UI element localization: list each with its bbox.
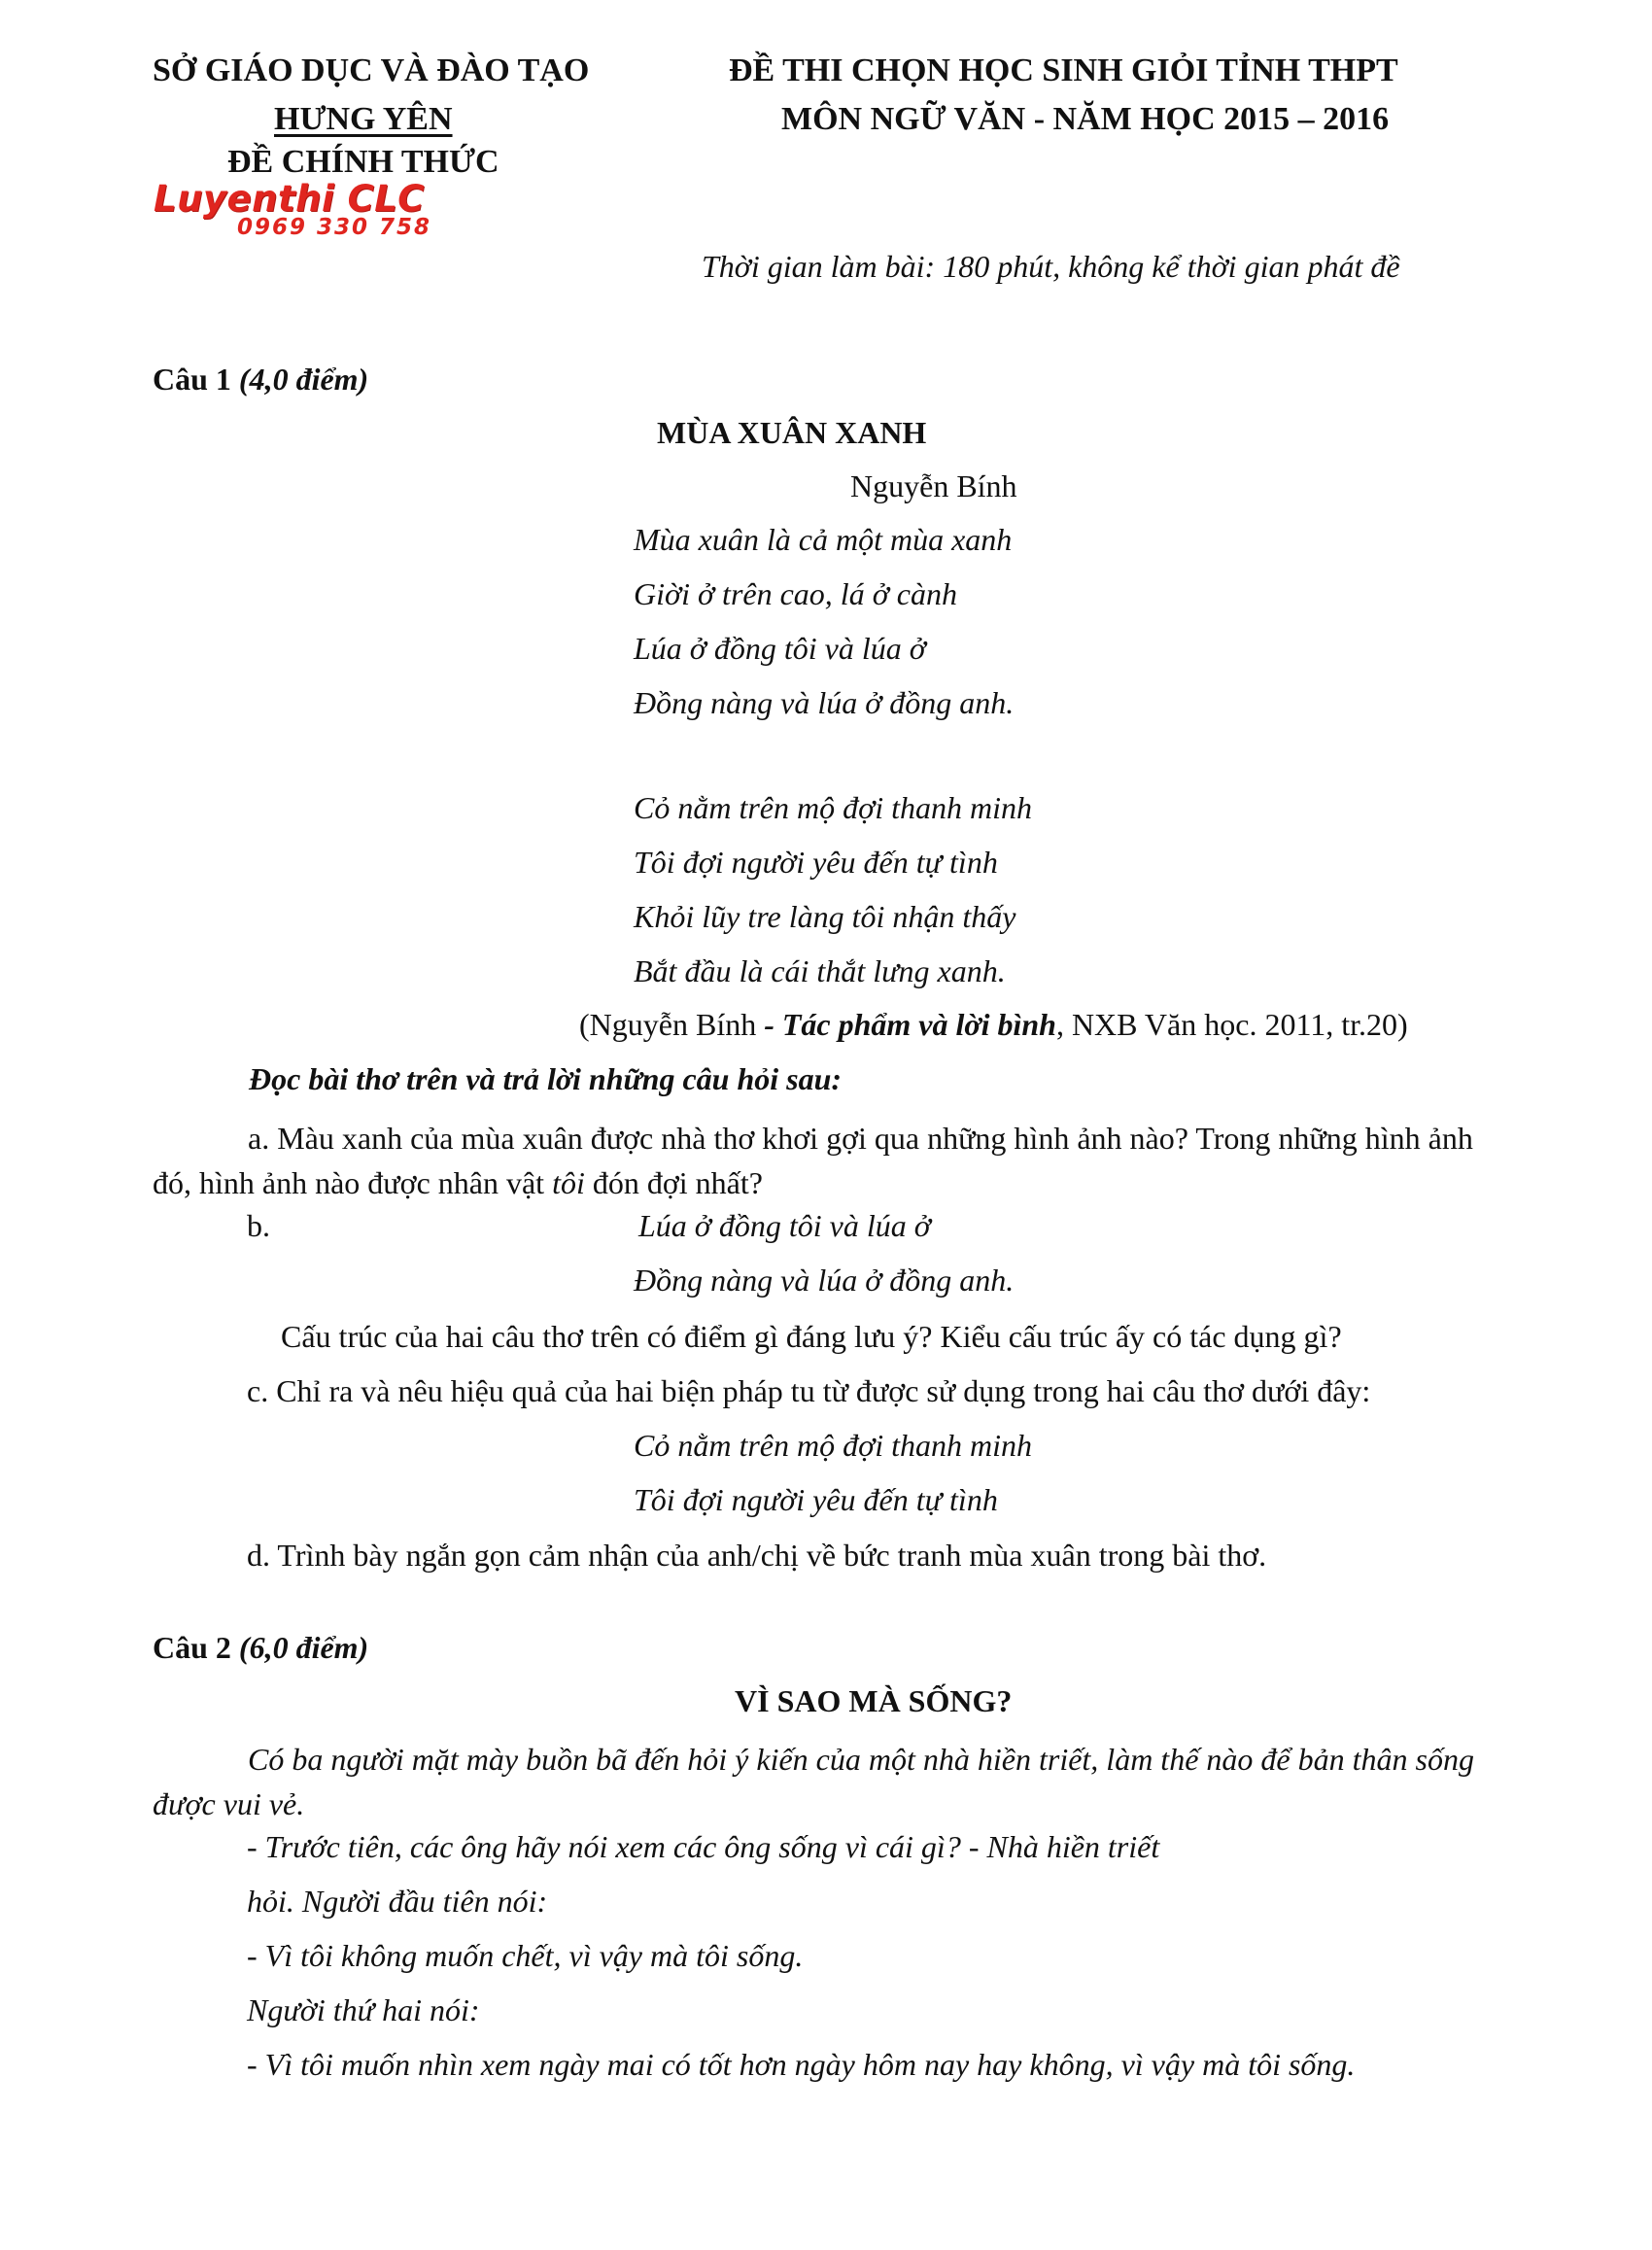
story-title: VÌ SAO MÀ SỐNG?: [735, 1683, 1013, 1718]
poem-line: Mùa xuân là cả một mùa xanh: [634, 522, 1013, 557]
exam-subject: MÔN NGỮ VĂN - NĂM HỌC 2015 – 2016: [781, 101, 1390, 137]
story-line: - Trước tiên, các ông hãy nói xem các ông sống vì cái gì? - Nhà hiền triết: [247, 1829, 1160, 1864]
poem-title: MÙA XUÂN XANH: [657, 415, 927, 450]
story-line: Người thứ hai nói:: [247, 1992, 480, 2027]
quote-line: Lúa ở đồng tôi và lúa ở: [638, 1208, 931, 1243]
source-author: (Nguyễn Bính: [579, 1007, 765, 1042]
story-line: - Vì tôi muốn nhìn xem ngày mai có tốt hơn ngày hôm nay hay không, vì vậy mà tôi sống.: [247, 2047, 1356, 2082]
q2-heading: [153, 1630, 368, 1666]
poem-line: Tôi đợi người yêu đến tự tình: [634, 845, 998, 880]
q1-part-b-question: Cấu trúc của hai câu thơ trên có điểm gì đáng lưu ý? Kiểu cấu trúc ấy có tác dụng gì?: [281, 1319, 1342, 1354]
q2-points: (6,0 điểm): [238, 1630, 369, 1665]
source-book: - Tác phẩm và lời bình: [764, 1007, 1056, 1042]
q1-label: Câu 1: [153, 362, 231, 397]
time-note: Thời gian làm bài: 180 phút, không kể thời gian phát đề: [702, 249, 1400, 284]
q1-part-b-label: b.: [247, 1208, 270, 1243]
quote-line: Đồng nàng và lúa ở đồng anh.: [634, 1263, 1015, 1298]
source-publisher: , NXB Văn học. 2011, tr.20): [1055, 1007, 1408, 1042]
province-name: HƯNG YÊN: [274, 101, 453, 137]
quote-line: Cỏ nằm trên mộ đợi thanh minh: [634, 1428, 1032, 1463]
poem-line: Khỏi lũy tre làng tôi nhận thấy: [634, 899, 1016, 934]
exam-title: ĐỀ THI CHỌN HỌC SINH GIỎI TỈNH THPT: [729, 52, 1398, 88]
q1-part-c-question: c. Chỉ ra và nêu hiệu quả của hai biện pháp tu từ được sử dụng trong hai câu thơ dưới đây:: [247, 1373, 1371, 1408]
q1-part-a-end: đón đợi nhất?: [584, 1165, 763, 1200]
poem-line: Giời ở trên cao, lá ở cành: [634, 576, 957, 611]
poem-line: Lúa ở đồng tôi và lúa ở: [634, 631, 926, 666]
poem-source: [579, 1007, 1408, 1043]
poem-line: Cỏ nằm trên mộ đợi thanh minh: [634, 790, 1032, 825]
q1-part-a-italic: tôi: [552, 1165, 585, 1200]
official-label: ĐỀ CHÍNH THỨC: [227, 144, 499, 180]
story-line: hỏi. Người đầu tiên nói:: [247, 1884, 548, 1919]
quote-line: Tôi đợi người yêu đến tự tình: [634, 1482, 998, 1517]
q1-part-a: [153, 1116, 1513, 1205]
q1-heading: [153, 362, 368, 398]
poem-line: Đồng nàng và lúa ở đồng anh.: [634, 685, 1015, 720]
poem-line: Bắt đầu là cái thắt lưng xanh.: [634, 953, 1006, 988]
q2-label: Câu 2: [153, 1630, 231, 1665]
watermark-phone: 0969 330 758: [237, 215, 432, 240]
q1-instruction: Đọc bài thơ trên và trả lời những câu hỏi sau:: [249, 1061, 843, 1096]
story-paragraph: Có ba người mặt mày buồn bã đến hỏi ý kiến của một nhà hiền triết, làm thế nào để bản thân sống được vui vẻ.: [153, 1742, 1474, 1821]
watermark-logo: Luyenthi CLC: [154, 178, 425, 220]
dept-name: SỞ GIÁO DỤC VÀ ĐÀO TẠO: [153, 52, 590, 88]
q1-part-d-question: d. Trình bày ngắn gọn cảm nhận của anh/chị về bức tranh mùa xuân trong bài thơ.: [247, 1538, 1267, 1573]
q1-points: (4,0 điểm): [238, 362, 369, 397]
poem-author: Nguyễn Bính: [850, 468, 1017, 503]
story-line: - Vì tôi không muốn chết, vì vậy mà tôi sống.: [247, 1938, 804, 1973]
q1-part-a-text: a. Màu xanh của mùa xuân được nhà thơ khơi gợi qua những hình ảnh nào? Trong những hình ảnh đó, hình ảnh nào được nhân vật: [153, 1121, 1473, 1200]
